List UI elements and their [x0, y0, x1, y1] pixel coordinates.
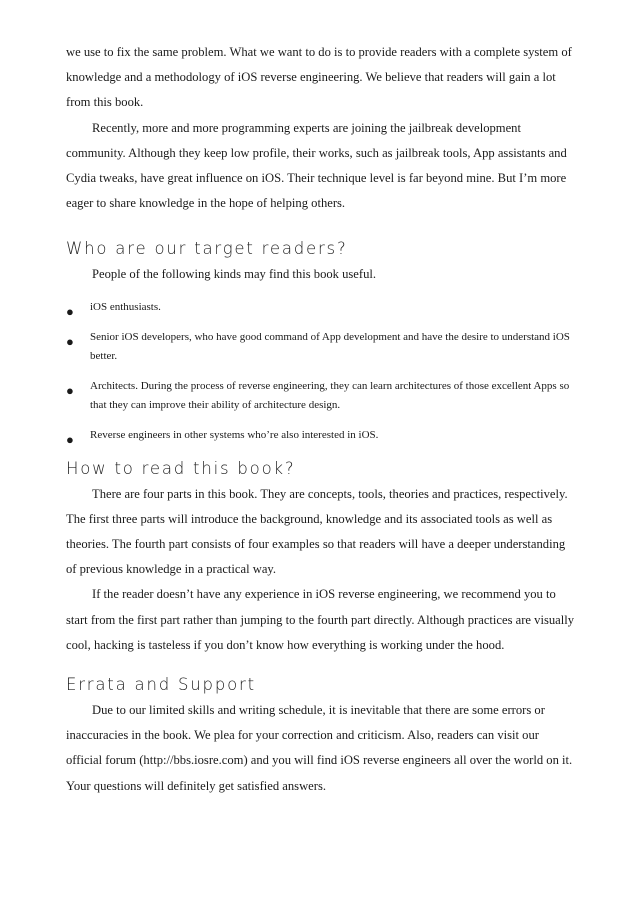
bullet-icon: ●	[66, 333, 74, 349]
errata-heading: Errata and Support	[66, 675, 256, 695]
target-readers-heading: Who are our target readers?	[66, 239, 348, 259]
list-item	[66, 377, 578, 415]
how-to-read-paragraph-1: There are four parts in this book. They are concepts, tools, theories and practices, respectively. The first three parts will introduce the background, knowledge and its associated tools as well as theories. The fourth part consists of four examples so that readers will have a deeper understanding of previous knowledge in a practical way.	[66, 486, 568, 577]
target-readers-list	[66, 298, 578, 445]
list-item-text: Architects. During the process of reverse engineering, they can learn architectures of those excellent Apps so that they can improve their ability of architecture design.	[90, 379, 570, 411]
list-item-text: iOS enthusiasts.	[90, 300, 161, 313]
how-to-read-heading: How to read this book?	[66, 458, 296, 478]
list-item-text: Reverse engineers in other systems who’re also interested in iOS.	[90, 428, 379, 441]
recently-paragraph: Recently, more and more programming experts are joining the jailbreak development community. Although they keep low profile, their works, such as jailbreak tools, App assistants and Cydia tweaks, have great influence on iOS. Their technique level is far beyond mine. But I’m more eager to share knowledge in the hope of helping others.	[66, 120, 567, 211]
document-page	[66, 40, 578, 799]
errata-paragraph: Due to our limited skills and writing schedule, it is inevitable that there are some errors or inaccuracies in the book. We plea for your correction and criticism. Also, readers can visit our official forum (http://bbs.iosre.com) and you will find iOS reverse engineers all over the world on it. Your questions will definitely get satisfied answers.	[66, 703, 573, 793]
continuation-paragraph: we use to fix the same problem. What we want to do is to provide readers with a complete system of knowledge and a methodology of iOS reverse engineering. We believe that readers will gain a lot from this book.	[66, 45, 572, 110]
list-item-text: Senior iOS developers, who have good command of App development and have the desire to understand iOS better.	[90, 330, 570, 362]
list-item	[66, 426, 578, 445]
how-to-read-paragraph-2: If the reader doesn’t have any experience in iOS reverse engineering, we recommend you to start from the first part rather than jumping to the fourth part directly. Although practices are visually cool, hacking is tasteless if you don’t know how everything is working under the hood.	[66, 587, 575, 652]
bullet-icon: ●	[66, 382, 74, 398]
bullet-icon: ●	[66, 303, 74, 319]
bullet-icon: ●	[66, 431, 74, 447]
target-readers-intro: People of the following kinds may find this book useful.	[92, 267, 377, 282]
list-item	[66, 298, 578, 317]
list-item	[66, 328, 578, 366]
